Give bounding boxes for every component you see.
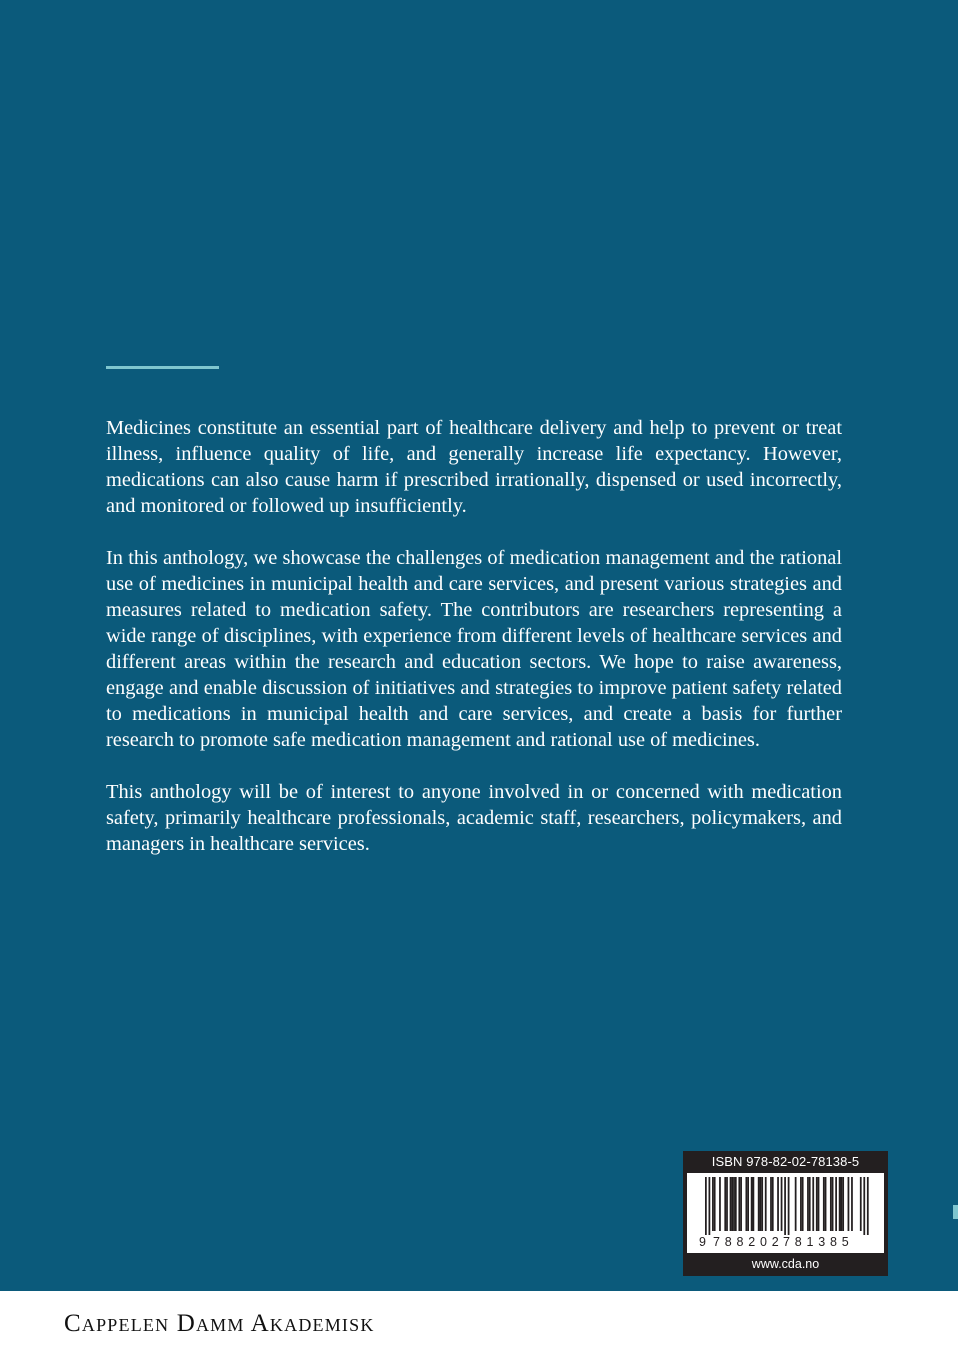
barcode-bar [812,1177,814,1231]
barcode-bar [712,1177,714,1231]
barcode-bar [800,1177,802,1231]
barcode-bar [705,1177,707,1235]
barcode-bar [765,1177,767,1231]
barcode-bar [709,1177,711,1235]
barcode-bar [760,1177,762,1231]
barcode-bar [751,1177,753,1231]
barcode-digits [687,1235,884,1251]
barcode-bar [816,1177,818,1231]
barcode-bar [818,1177,820,1231]
barcode-bar [842,1177,844,1231]
barcode-right-digits: 781385 [783,1235,854,1249]
barcode-bar [781,1177,783,1231]
barcode-bar [784,1177,786,1235]
barcode-bar [795,1177,797,1231]
barcode-bar [860,1177,862,1231]
barcode-bar [735,1177,737,1231]
barcode-bar [832,1177,834,1231]
barcode-bar [825,1177,827,1231]
barcode-bar [761,1177,763,1231]
cover-blurb [106,415,842,883]
isbn-barcode-box [683,1151,888,1276]
barcode-bar [867,1177,869,1235]
barcode-bar [770,1177,772,1231]
publisher-website: www.cda.no [751,1257,820,1271]
barcode-bars [687,1173,884,1235]
barcode-bar [848,1177,850,1231]
barcode-bar [724,1177,726,1231]
barcode-bar [823,1177,825,1231]
blurb-paragraph-2: In this anthology, we showcase the challenges of medication management and the rational use of medicines in municipal health and care services, and present various strategies and measures related to medication safety. The contributors are researchers representing a wide range of disciplines, with experience from different levels of healthcare services and different areas within the research and education sectors. We hope to raise awareness, engage and enable discussion of initiatives and strategies to improve patient safety related to medications in municipal health and care services, and create a basis for further research to promote safe medication management and rational use of medicines. [106,547,842,751]
barcode-first-digit: 9 [699,1235,706,1249]
barcode-bar [835,1177,837,1231]
blurb-paragraph-1: Medicines constitute an essential part of healthcare delivery and help to prevent or treat illness, influence quality of life, and generally increase life expectancy. However, medications can also cause harm if prescribed irrationally, dispensed or used incorrectly, and monitored or followed up insufficiently. [106,417,842,517]
barcode-bar [738,1177,740,1231]
edge-accent-mark [953,1205,958,1219]
barcode-bar [740,1177,742,1231]
barcode-bar [726,1177,728,1231]
barcode-bar [841,1177,843,1231]
publisher-logo: Cappelen Damm Akademisk [64,1310,375,1337]
blurb-paragraph-3: This anthology will be of interest to anyone involved in or concerned with medication safety, primarily healthcare professionals, academic staff, researchers, policymakers, and managers in healthcare services. [106,781,842,855]
barcode-bar [731,1177,733,1231]
barcode-bar [747,1177,749,1231]
barcode-bar [851,1177,853,1231]
barcode-panel [687,1173,884,1253]
barcode-bar [830,1177,832,1231]
barcode-bar [788,1177,790,1235]
barcode-bar [753,1177,755,1231]
barcode-bar [839,1177,841,1231]
barcode-bar [745,1177,747,1231]
barcode-bar [758,1177,760,1231]
barcode-bar [733,1177,735,1231]
barcode-bar [802,1177,804,1231]
barcode-bar [777,1177,779,1231]
barcode-bar [719,1177,721,1231]
barcode-left-digits: 788202 [713,1235,784,1249]
barcode-bar [807,1177,809,1231]
barcode-bar [863,1177,865,1235]
barcode-bar [714,1177,716,1231]
accent-rule [106,366,219,369]
barcode-bar [809,1177,811,1231]
barcode-bar [730,1177,732,1231]
isbn-label: ISBN 978-82-02-78138-5 [711,1154,860,1169]
barcode-bar [772,1177,774,1231]
